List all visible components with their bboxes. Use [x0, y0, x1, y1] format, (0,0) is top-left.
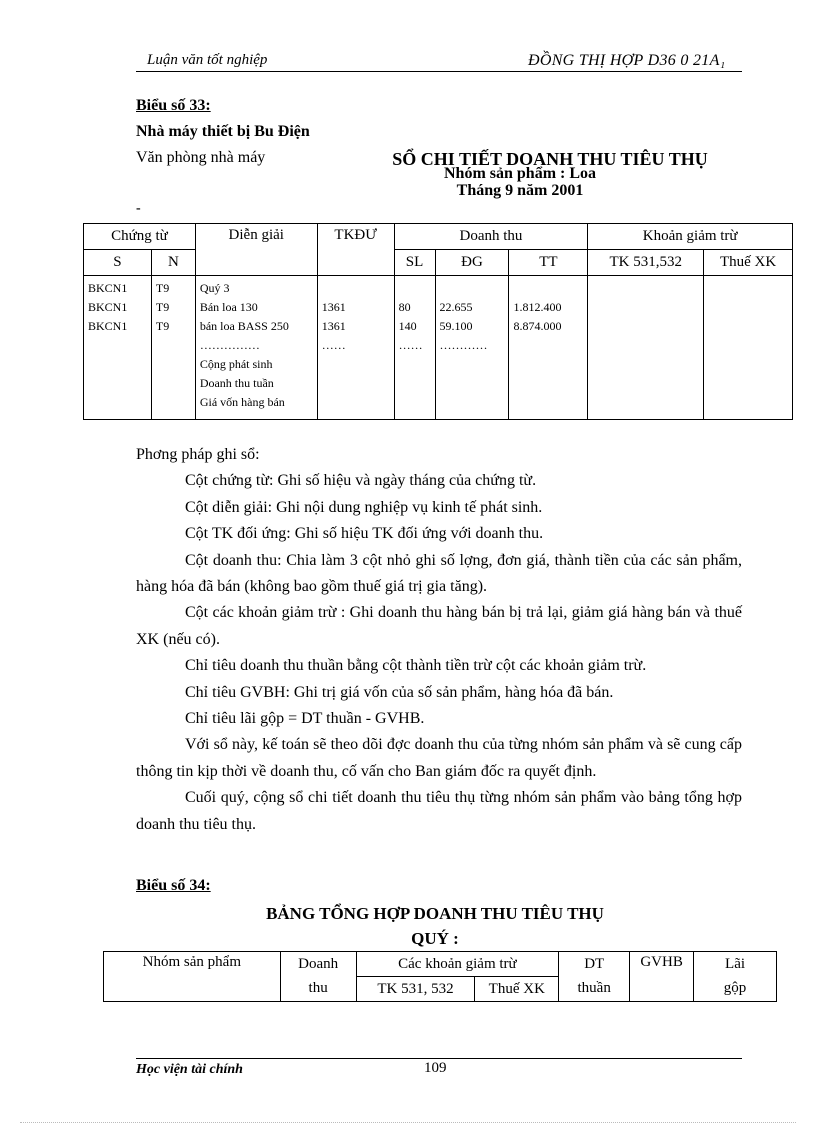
header-gvhb: GVHB	[630, 952, 694, 1002]
cell-col-sl: 80 140 ……	[394, 276, 435, 420]
paragraph: Cột TK đối ứng: Ghi số hiệu TK đối ứng với doanh thu.	[185, 525, 544, 543]
cell-col-dien-giai: Quý 3 Bán loa 130 bán loa BASS 250 …………… Cộng phát sinh Doanh thu tuần Giá vốn hàng bán	[195, 276, 317, 420]
cell-col-tkdu: 1361 1361 ……	[317, 276, 394, 420]
header-cac-khoan-giam-tru: Các khoản giảm trừ	[356, 952, 559, 977]
cell-col-tk531	[588, 276, 704, 420]
office-name: Văn phòng nhà máy	[136, 149, 266, 166]
cell-col-tt: 1.812.400 8.874.000	[509, 276, 588, 420]
header-doanh: Doanh	[280, 952, 356, 977]
header-thue-xk: Thuế XK	[475, 977, 559, 1002]
header-tt: TT	[509, 250, 588, 276]
paragraph: Cột doanh thu: Chia làm 3 cột nhỏ ghi số lợng, đơn giá, thành tiền của các sản phẩm, hàng hóa đã bán (không bao gồm thuế giá trị gia tăng).	[136, 551, 742, 596]
header-thuan: thuần	[559, 977, 630, 1002]
header-nhom-san-pham: Nhóm sản phẩm	[104, 952, 281, 1002]
cell-col-thue-xk	[704, 276, 793, 420]
paragraph: Cột các khoản giảm trừ : Ghi doanh thu hàng bán bị trả lại, giảm giá hàng bán và thuế XK (nếu có).	[136, 604, 742, 648]
form34-subtitle: QUÝ :	[411, 929, 459, 948]
paragraph: Cột diễn giải: Ghi nội dung nghiệp vụ kinh tế phát sinh.	[185, 498, 543, 516]
header-thu: thu	[280, 977, 356, 1002]
revenue-detail-table	[83, 223, 793, 420]
header-gop: gộp	[694, 977, 777, 1002]
page-number: 109	[424, 1060, 447, 1076]
header-n: N	[151, 250, 195, 276]
header-doanh-thu: Doanh thu	[394, 224, 588, 250]
header-chung-tu: Chứng từ	[84, 224, 196, 250]
header-khoan-giam-tru: Khoản giảm trừ	[588, 224, 793, 250]
header-left-text: Luận văn tốt nghiệp	[147, 52, 268, 68]
paragraph: Cột chứng từ: Ghi số hiệu và ngày tháng của chứng từ.	[185, 472, 537, 490]
cell-col-dg: 22.655 59.100 …………	[435, 276, 509, 420]
paragraph: Cuối quý, cộng sổ chi tiết doanh thu tiêu thụ từng nhóm sản phẩm vào bảng tổng hợp doanh thu tiêu thụ.	[136, 789, 742, 833]
header-dt: DT	[559, 952, 630, 977]
form33-title: SỔ CHI TIẾT DOANH THU TIÊU THỤ	[392, 149, 708, 169]
header-rule	[136, 71, 742, 72]
paragraph: Chỉ tiêu lãi gộp = DT thuần - GVHB.	[185, 710, 425, 728]
header-dien-giai: Diễn giải	[195, 224, 317, 276]
header-lai: Lãi	[694, 952, 777, 977]
header-dg: ĐG	[435, 250, 509, 276]
dash-mark: -	[136, 201, 141, 216]
revenue-summary-table	[103, 951, 777, 1002]
header-tk531-532: TK 531, 532	[356, 977, 475, 1002]
cell-col-n: T9 T9 T9	[151, 276, 195, 420]
form33-subtitle-month: Tháng 9 năm 2001	[456, 182, 584, 199]
company-name: Nhà máy thiết bị Bu Điện	[136, 123, 310, 140]
form34-label: Biểu số 34:	[136, 877, 211, 894]
header-thue-xk: Thuế XK	[704, 250, 793, 276]
paragraph: Chỉ tiêu doanh thu thuần bằng cột thành tiền trừ cột các khoản giảm trừ.	[185, 657, 647, 675]
header-s: S	[84, 250, 152, 276]
body-text	[136, 442, 742, 838]
header-tkdu: TKĐƯ	[317, 224, 394, 276]
form33-subtitle-product-group: Nhóm sản phẩm : Loa	[443, 165, 597, 182]
footer-rule	[136, 1058, 742, 1059]
footer-left-text: Học viện tài chính	[136, 1062, 243, 1077]
form33-label: Biểu số 33:	[136, 97, 211, 114]
paragraph: Phơng pháp ghi sổ:	[136, 446, 260, 463]
cell-col-s: BKCN1 BKCN1 BKCN1	[84, 276, 152, 420]
form34-title: BẢNG TỔNG HỢP DOANH THU TIÊU THỤ	[266, 904, 604, 923]
paragraph: Chỉ tiêu GVBH: Ghi trị giá vốn của số sản phẩm, hàng hóa đã bán.	[185, 683, 614, 701]
header-sl: SL	[394, 250, 435, 276]
header-tk531: TK 531,532	[588, 250, 704, 276]
paragraph: Với sổ này, kế toán sẽ theo dõi đợc doanh thu của từng nhóm sản phẩm và sẽ cung cấp thông tin kịp thời về doanh thu, cố vấn cho Ban giám đốc ra quyết định.	[136, 736, 742, 780]
header-right-text: ĐỒNG THỊ HỢP D36 0 21A₁	[528, 52, 726, 69]
